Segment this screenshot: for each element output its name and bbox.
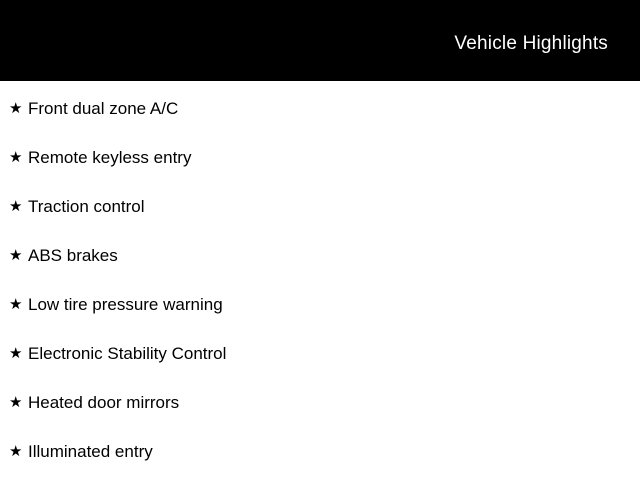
list-item xyxy=(0,144,640,193)
list-item-label: Front dual zone A/C xyxy=(28,99,179,118)
star-icon: ★ xyxy=(9,443,23,460)
list-item-label: Illuminated entry xyxy=(28,442,153,461)
star-icon: ★ xyxy=(9,100,23,117)
star-icon: ★ xyxy=(9,394,23,411)
list-item xyxy=(0,242,640,291)
list-item xyxy=(0,389,640,438)
star-icon: ★ xyxy=(9,149,23,166)
list-item xyxy=(0,95,640,144)
star-icon: ★ xyxy=(9,198,23,215)
list-item-label: ABS brakes xyxy=(28,246,118,265)
list-item xyxy=(0,340,640,389)
list-item-label: Heated door mirrors xyxy=(28,393,180,412)
list-item-label: Electronic Stability Control xyxy=(28,344,227,363)
list-item-label: Remote keyless entry xyxy=(28,148,192,167)
star-icon: ★ xyxy=(9,296,23,313)
page-title: Vehicle Highlights xyxy=(454,33,608,54)
header-bar xyxy=(0,0,640,81)
list-item xyxy=(0,193,640,242)
star-icon: ★ xyxy=(9,247,23,264)
list-item-label: Low tire pressure warning xyxy=(28,295,223,314)
list-item-label: Traction control xyxy=(28,197,145,216)
vehicle-highlights-list xyxy=(0,81,640,487)
star-icon: ★ xyxy=(9,345,23,362)
list-item xyxy=(0,291,640,340)
